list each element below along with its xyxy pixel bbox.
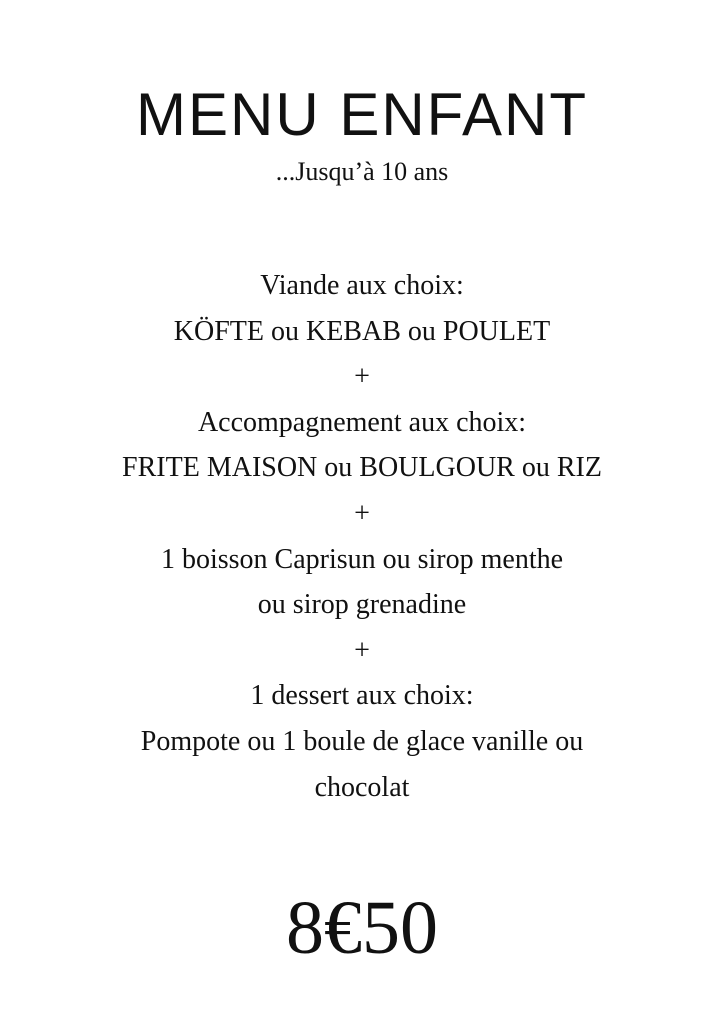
plus-separator: + <box>354 634 370 666</box>
plus-separator: + <box>354 361 370 393</box>
drink-options-continued: ou sirop grenadine <box>257 589 467 621</box>
menu-title: MENU ENFANT <box>135 81 589 148</box>
dessert-choice-heading: 1 dessert aux choix: <box>250 680 474 712</box>
drink-options: 1 boisson Caprisun ou sirop menthe <box>160 543 564 575</box>
menu-price: 8€50 <box>286 886 438 970</box>
side-choice-heading: Accompagnement aux choix: <box>197 406 527 438</box>
plus-separator: + <box>354 497 370 529</box>
side-options: FRITE MAISON ou BOULGOUR ou RIZ <box>122 452 602 484</box>
meat-options: KÖFTE ou KEBAB ou POULET <box>173 315 551 347</box>
meat-choice-heading: Viande aux choix: <box>260 270 464 301</box>
dessert-options-continued: chocolat <box>314 771 410 803</box>
age-limit-subtitle: ...Jusqu’à 10 ans <box>275 157 449 186</box>
menu-description <box>0 263 724 810</box>
dessert-options: Pompote ou 1 boule de glace vanille ou <box>140 725 584 757</box>
